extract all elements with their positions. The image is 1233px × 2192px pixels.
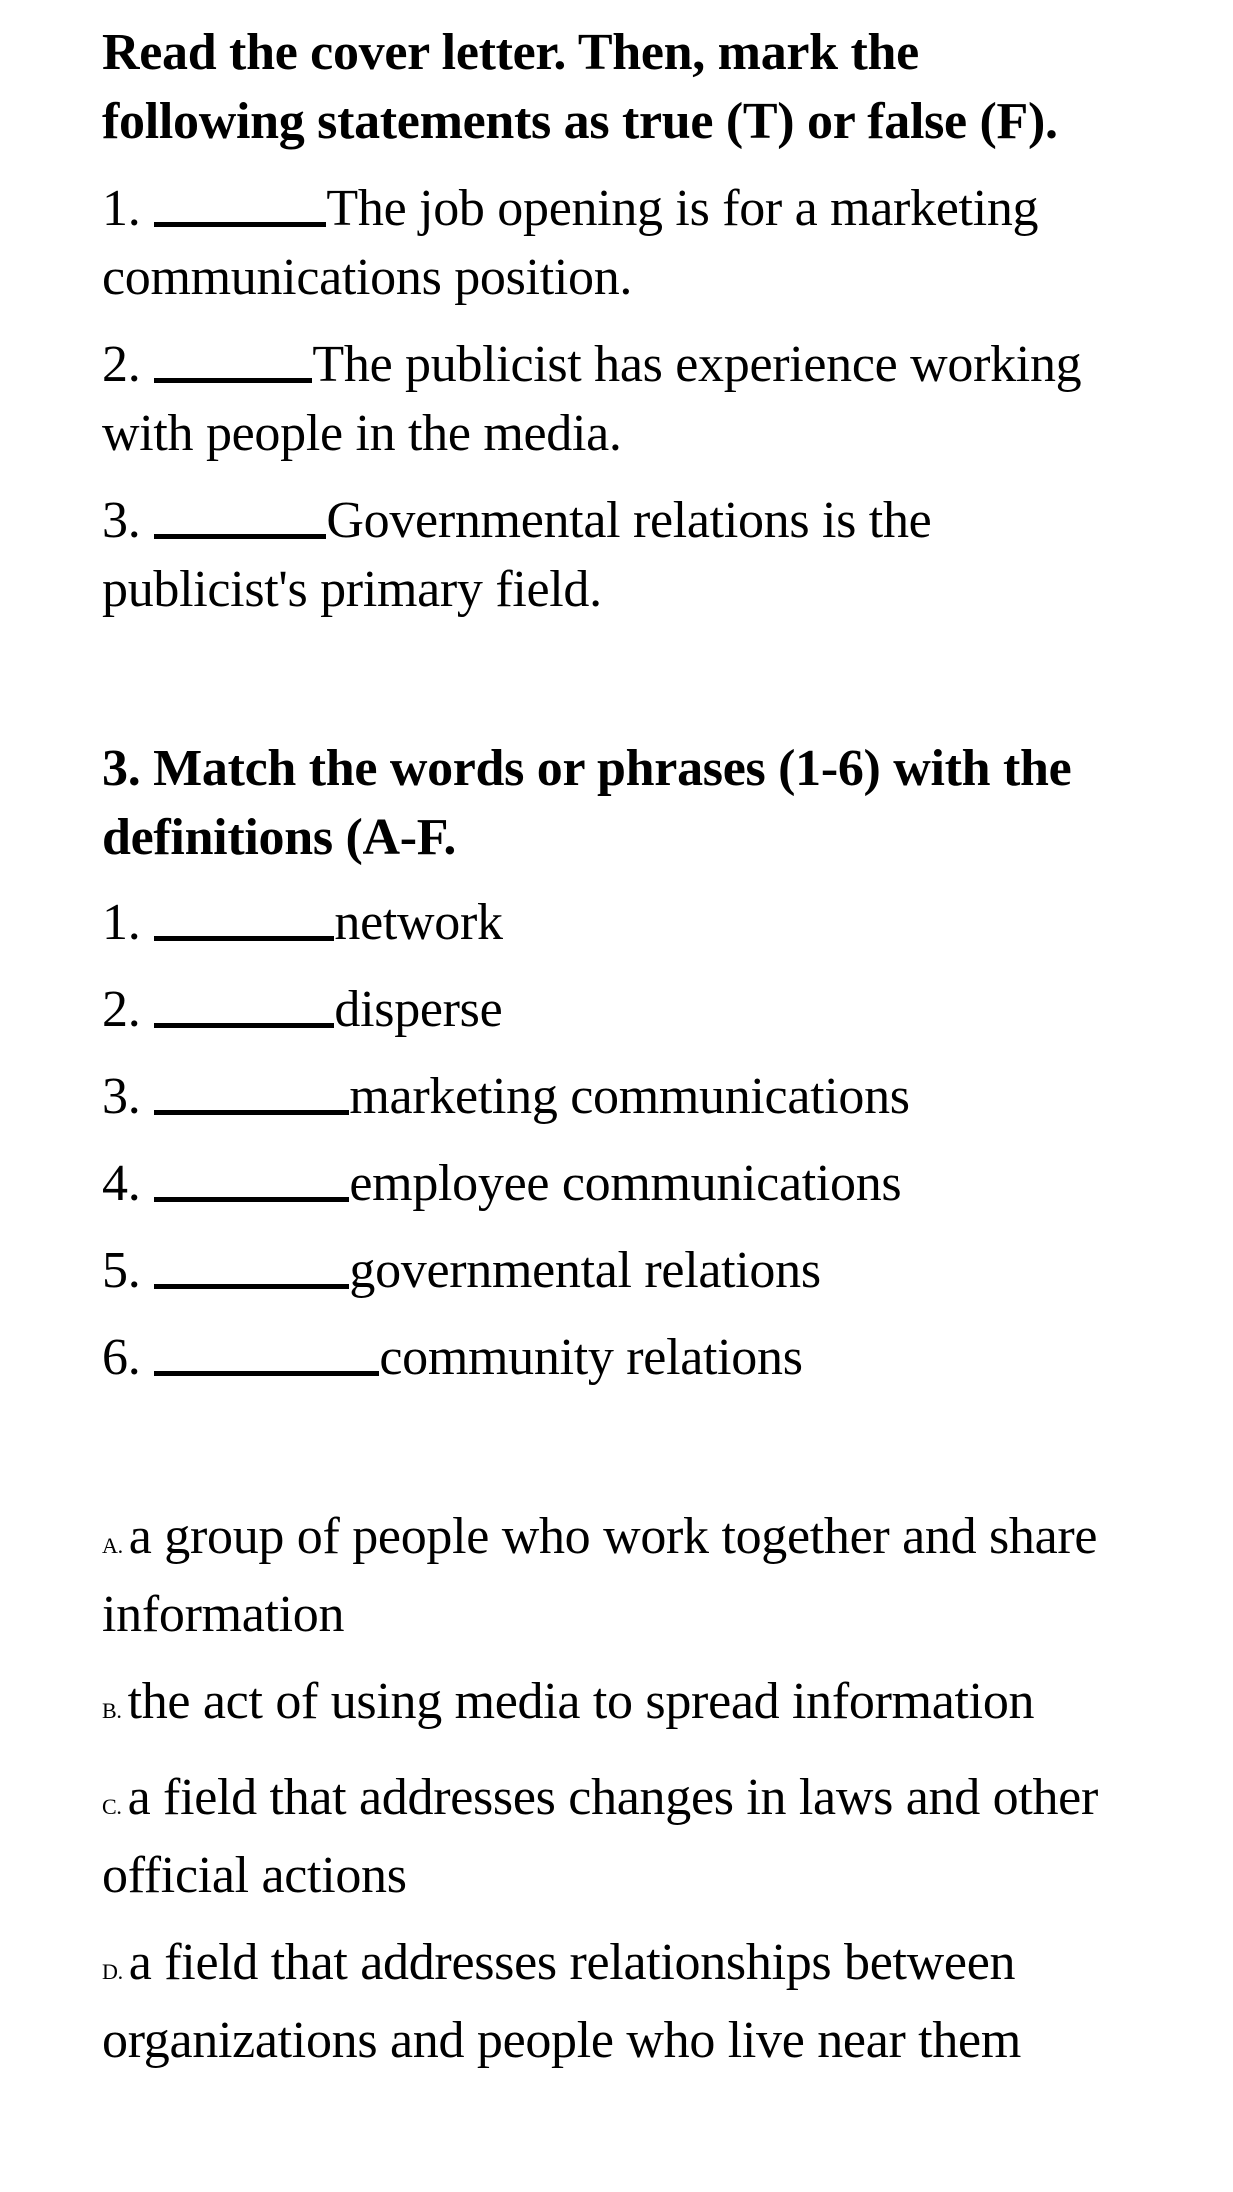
definition-text: a field that addresses relationships between organizations and people who live near them xyxy=(102,1934,1021,2069)
true-false-item-1 xyxy=(102,174,1102,312)
item-number: 4. xyxy=(102,1155,141,1212)
item-number: 5. xyxy=(102,1242,141,1299)
item-number: 1. xyxy=(102,894,141,951)
answer-blank-3[interactable] xyxy=(154,534,326,539)
item-number: 1. xyxy=(102,180,141,237)
worksheet-page xyxy=(102,0,1102,2093)
true-false-section xyxy=(102,0,1102,624)
statement-text: The job opening is for a marketing communications position. xyxy=(102,180,1039,306)
term-text: marketing communications xyxy=(349,1068,910,1125)
item-number: 2. xyxy=(102,336,141,393)
true-false-instructions: Read the cover letter. Then, mark the following statements as true (T) or false (F). xyxy=(102,24,1058,150)
definition-b xyxy=(102,1667,1102,1745)
definition-list xyxy=(102,1502,1102,2075)
match-blank-6[interactable] xyxy=(154,1371,379,1376)
matching-term-6 xyxy=(102,1323,1102,1392)
item-number: 3. xyxy=(102,492,141,549)
item-number: 3. xyxy=(102,1068,141,1125)
statement-text: Governmental relations is the publicist's primary field. xyxy=(102,492,932,618)
term-text: employee communications xyxy=(349,1155,902,1212)
match-blank-2[interactable] xyxy=(154,1023,334,1028)
matching-term-3 xyxy=(102,1062,1102,1131)
answer-blank-1[interactable] xyxy=(154,222,326,227)
definition-letter: D. xyxy=(102,1959,123,1984)
match-blank-1[interactable] xyxy=(154,936,334,941)
term-text: community relations xyxy=(379,1329,803,1386)
matching-term-2 xyxy=(102,975,1102,1044)
definition-d xyxy=(102,1928,1102,2075)
definition-text: a field that addresses changes in laws and other official actions xyxy=(102,1769,1098,1904)
matching-section xyxy=(102,734,1102,2075)
term-text: governmental relations xyxy=(349,1242,821,1299)
matching-term-5 xyxy=(102,1236,1102,1305)
definition-letter: B. xyxy=(102,1698,122,1723)
matching-instructions: 3. Match the words or phrases (1-6) with the definitions (A-F. xyxy=(102,740,1072,866)
definition-a xyxy=(102,1502,1102,1649)
true-false-item-3 xyxy=(102,486,1102,624)
item-number: 2. xyxy=(102,981,141,1038)
answer-blank-2[interactable] xyxy=(154,378,312,383)
item-number: 6. xyxy=(102,1329,141,1386)
term-text: disperse xyxy=(334,981,503,1038)
definition-c xyxy=(102,1763,1102,1910)
match-blank-5[interactable] xyxy=(154,1284,349,1289)
matching-term-4 xyxy=(102,1149,1102,1218)
definition-text: the act of using media to spread information xyxy=(127,1673,1035,1730)
definition-letter: A. xyxy=(102,1533,123,1558)
matching-term-1 xyxy=(102,888,1102,957)
definition-letter: C. xyxy=(102,1794,122,1819)
match-blank-4[interactable] xyxy=(154,1197,349,1202)
definition-text: a group of people who work together and share information xyxy=(102,1508,1098,1643)
match-blank-3[interactable] xyxy=(154,1110,349,1115)
true-false-item-2 xyxy=(102,330,1102,468)
statement-text: The publicist has experience working with people in the media. xyxy=(102,336,1082,462)
term-text: network xyxy=(334,894,503,951)
matching-term-list xyxy=(102,888,1102,1392)
